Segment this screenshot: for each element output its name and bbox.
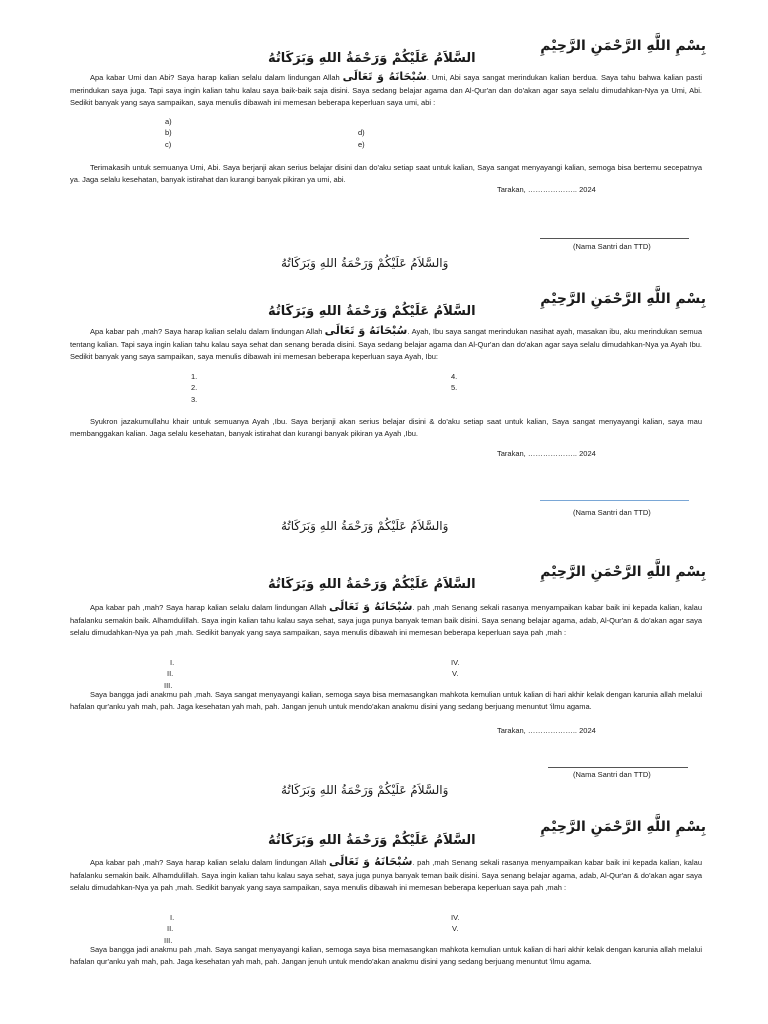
intro-text-cont: . pah ,mah Senang sekali rasanya menyampaikan kabar baik ini kepada kalian, kalau hafalanku semakin baik. Alhamdulillah. Saya ingin kalian tahu kalau saya sehat, saya juga punya banyak teman baik disini. Saya senang belajar agama, adab, Al-Qur'an & do'akan agar saya selalu dimudahkan-Nya ya pah ,mah. Sedikit banyak yang saya sampaikan, saya menulis dibawah ini memesan beberapa keperluan saya pah ,mah : <box>70 858 702 892</box>
list-item: III. <box>164 681 173 690</box>
list-item: II. <box>167 669 174 678</box>
closing-text: Syukron jazakumullahu khair untuk semuanya Ayah ,Ibu. Saya berjanji akan serius belajar disini & do'aku setiap saat untuk kalian, Saya sangat menyayangi kalian, saya mau membanggakan kalian. Jaga selalu kesehatan, banyak istirahat dan kurangi banyak pikiran ya Ayah ,Ibu. <box>70 417 702 438</box>
list-item: 2. <box>191 383 198 392</box>
basmala-heading: بِسْمِ اللَّهِ الرَّحْمَنِ الرَّحِيْمِ <box>540 564 706 580</box>
subhanahu-arabic: سُبْحَانَهُ وَ تَعَالَى <box>342 70 427 83</box>
signature-line <box>540 238 689 239</box>
signature-line <box>540 500 689 501</box>
basmala-heading: بِسْمِ اللَّهِ الرَّحْمَنِ الرَّحِيْمِ <box>540 291 706 307</box>
signature-caption: (Nama Santri dan TTD) <box>573 242 651 251</box>
list-item: V. <box>452 669 459 678</box>
list-item: I. <box>170 913 175 922</box>
list-item: 5. <box>451 383 458 392</box>
list-item: II. <box>167 924 174 933</box>
intro-text-cont: . Ayah, Ibu saya sangat merindukan nasihat ayah, masakan ibu, aku merindukan semua tentang kalian. Tapi saya ingin kalian tahu kalau saya sehat dan senang berada disini. Saya sedang belajar agama dan Al-Qur'an dan do'akan agar saya selalu dimudahkan-Nya ya Ayah Ibu. Sedikit banyak yang saya sampaikan, saya menulis dibawah ini memesan beberapa keperluan saya Ayah, Ibu: <box>70 327 702 361</box>
closing-text: Terimakasih untuk semuanya Umi, Abi. Saya berjanji akan serius belajar disini dan do'aku setiap saat untuk kalian, Saya sangat menyayangi kalian, semoga bisa bertemu secepatnya ya. Jaga selalu kesehatan, banyak istirahat dan kurangi banyak pikiran ya umi, abi. <box>70 163 702 184</box>
signature-caption: (Nama Santri dan TTD) <box>573 508 651 517</box>
salam-closing: وَالسَّلاَمُ عَلَيْكُمْ وَرَحْمَةُ اللهِ وَبَرَكَاتُهُ <box>281 519 449 533</box>
list-item: IV. <box>451 658 460 667</box>
list-item: IV. <box>451 913 460 922</box>
intro-text-cont: . pah ,mah Senang sekali rasanya menyampaikan kabar baik ini kepada kalian, kalau hafalanku semakin baik. Alhamdulillah. Saya ingin kalian tahu kalau saya sehat, saya juga punya banyak teman baik disini. Saya senang belajar agama, adab, Al-Qur'an & do'akan agar saya selalu dimudahkan-Nya ya pah ,mah. Sedikit banyak yang saya sampaikan, saya menulis dibawah ini memesan beberapa keperluan saya pah ,mah : <box>70 603 702 637</box>
list-item: e) <box>358 140 365 149</box>
basmala-heading: بِسْمِ اللَّهِ الرَّحْمَنِ الرَّحِيْمِ <box>540 38 706 54</box>
closing-paragraph <box>70 689 702 712</box>
intro-text-cont: . Umi, Abi saya sangat merindukan kalian berdua. Saya tahu bahwa kalian pasti merindukan saya juga. Tapi saya ingin kalian tahu kalau saya baik-baik saja disini. Saya sedang belajar agama dan Al-Qur'an dan do'akan agar saya selalu dimudahkan-Nya ya Umi, Abi. Sedikit banyak yang saya sampaikan, saya menulis dibawah ini memesan beberapa keperluan saya umi, abi : <box>70 73 702 107</box>
intro-text: Apa kabar pah ,mah? Saya harap kalian selalu dalam lindungan Allah <box>90 603 329 612</box>
salam-closing: وَالسَّلاَمُ عَلَيْكُمْ وَرَحْمَةُ اللهِ وَبَرَكَاتُهُ <box>281 256 449 270</box>
salam-opening: السَّلاَمُ عَلَيْكُمْ وَرَحْمَةُ اللهِ وَبَرَكَاتُهُ <box>268 304 476 319</box>
closing-paragraph <box>70 162 702 185</box>
place-date: Tarakan, ……………….. 2024 <box>497 726 596 735</box>
list-item: 3. <box>191 395 198 404</box>
list-item: III. <box>164 936 173 945</box>
list-item: I. <box>170 658 175 667</box>
intro-paragraph <box>70 68 702 108</box>
intro-text: Apa kabar Umi dan Abi? Saya harap kalian selalu dalam lindungan Allah <box>90 73 343 82</box>
subhanahu-arabic: سُبْحَانَهُ وَ تَعَالَى <box>328 600 413 613</box>
list-item: V. <box>452 924 459 933</box>
list-item: c) <box>165 140 172 149</box>
signature-caption: (Nama Santri dan TTD) <box>573 770 651 779</box>
intro-text: Apa kabar pah ,mah? Saya harap kalian selalu dalam lindungan Allah <box>90 327 325 336</box>
list-item: 1. <box>191 372 198 381</box>
salam-opening: السَّلاَمُ عَلَيْكُمْ وَرَحْمَةُ اللهِ وَبَرَكَاتُهُ <box>268 833 476 848</box>
closing-text: Saya bangga jadi anakmu pah ,mah. Saya sangat menyayangi kalian, semoga saya bisa memasangkan mahkota kemulian untuk kalian di hari akhir kelak dengan karunia allah melalui hafalan qur'anku yah mah, pah. Jaga kesehatan yah mah, pah. Jangan jenuh untuk mendo'akan anakmu disini yang sedang berjuang menuntut 'ilmu agama. <box>70 690 702 711</box>
subhanahu-arabic: سُبْحَانَهُ وَ تَعَالَى <box>324 324 408 337</box>
place-date: Tarakan, ……………….. 2024 <box>497 185 596 194</box>
closing-paragraph <box>70 416 702 439</box>
intro-text: Apa kabar pah ,mah? Saya harap kalian selalu dalam lindungan Allah <box>90 858 329 867</box>
list-item: a) <box>165 117 172 126</box>
intro-paragraph <box>70 853 702 893</box>
place-date: Tarakan, ……………….. 2024 <box>497 449 596 458</box>
closing-paragraph <box>70 944 702 967</box>
salam-opening: السَّلاَمُ عَلَيْكُمْ وَرَحْمَةُ اللهِ وَبَرَكَاتُهُ <box>268 577 476 592</box>
intro-paragraph <box>70 598 702 638</box>
closing-text: Saya bangga jadi anakmu pah ,mah. Saya sangat menyayangi kalian, semoga saya bisa memasangkan mahkota kemulian untuk kalian di hari akhir kelak dengan karunia allah melalui hafalan qur'anku yah mah, pah. Jaga kesehatan yah mah, pah. Jangan jenuh untuk mendo'akan anakmu disini yang sedang berjuang menuntut 'ilmu agama. <box>70 945 702 966</box>
intro-paragraph <box>70 322 702 362</box>
basmala-heading: بِسْمِ اللَّهِ الرَّحْمَنِ الرَّحِيْمِ <box>540 819 706 835</box>
salam-closing: وَالسَّلاَمُ عَلَيْكُمْ وَرَحْمَةُ اللهِ وَبَرَكَاتُهُ <box>281 783 449 797</box>
signature-line <box>548 767 688 768</box>
list-item: 4. <box>451 372 458 381</box>
list-item: b) <box>165 128 172 137</box>
subhanahu-arabic: سُبْحَانَهُ وَ تَعَالَى <box>328 855 413 868</box>
salam-opening: السَّلاَمُ عَلَيْكُمْ وَرَحْمَةُ اللهِ وَبَرَكَاتُهُ <box>268 51 476 66</box>
list-item: d) <box>358 128 365 137</box>
